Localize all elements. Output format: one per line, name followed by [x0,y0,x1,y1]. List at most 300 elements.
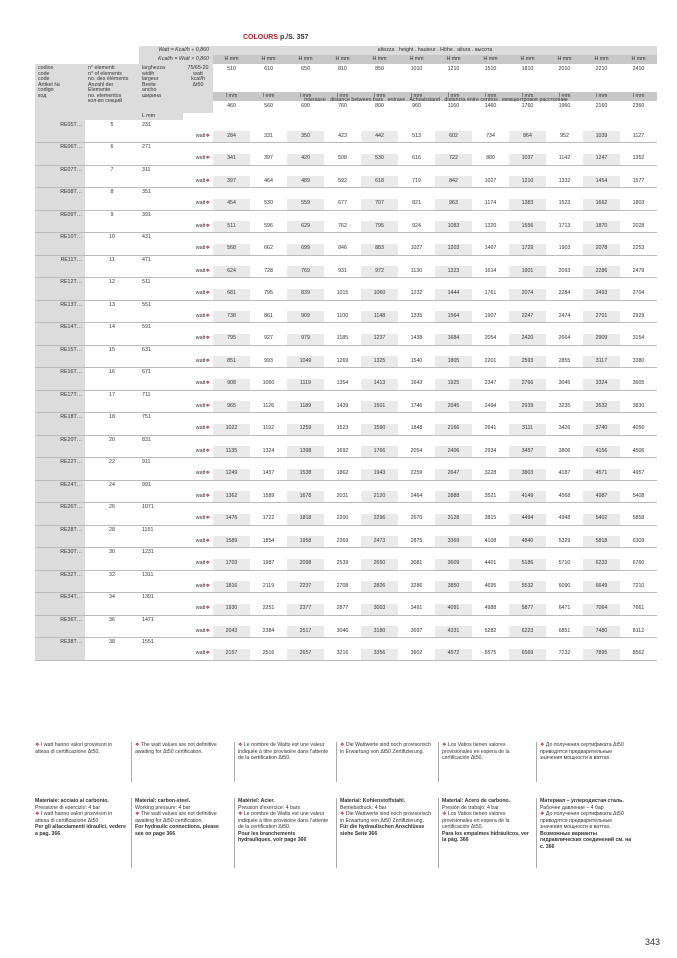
watt-label [183,244,213,256]
watt-value: 2647 [435,469,472,481]
watt-value: 1259 [287,424,324,436]
watt-value: 4494 [509,514,546,526]
note-divider [131,798,132,868]
watt-value: 4571 [583,469,620,481]
provisional-note [340,742,432,755]
watt-value: 2119 [250,581,287,593]
watt-value: 5532 [509,581,546,593]
watt-text: watt [195,222,206,229]
watt-text: watt [195,650,206,657]
watt-value: 1870 [583,221,620,233]
element-count: 9 [85,210,139,221]
provisional-marker-icon: ❖ [540,811,546,817]
watt-value: 1523 [324,424,361,436]
note-text: Los Vatios tienen valores provisionales en espera de la certificación Δt50. [442,742,510,761]
provisional-marker-icon: ❖ [205,380,210,387]
height-value: 610 [250,64,287,92]
i-mm-label: I mm [546,92,583,101]
watt-value: 3426 [546,424,583,436]
watt-value: 1142 [546,154,583,166]
element-count: 28 [85,525,139,536]
watt-value: 3111 [509,424,546,436]
watt-value: 4957 [620,469,657,481]
watt-value: 2934 [472,446,509,458]
watt-value: 331 [250,131,287,143]
provisional-marker-icon: ❖ [205,267,210,274]
article-code: RE32T… [35,570,85,581]
watt-label [183,154,213,166]
watt-value: 624 [213,266,250,278]
col-delta-header [183,64,213,113]
pressure-text: Betriebsdruck: 4 bar [340,804,387,811]
watt-value: 3286 [398,581,435,593]
watt-value: 1189 [287,401,324,413]
watt-value: 2078 [583,244,620,256]
watt-value: 2251 [250,604,287,616]
watt-value: 1614 [472,266,509,278]
h-mm-label: H mm [509,55,546,64]
watt-value: 864 [509,131,546,143]
table-row-values [35,401,657,413]
watt-value: 2247 [509,311,546,323]
header-line: Δt50 [192,81,204,88]
watt-value: 4156 [583,446,620,458]
watt-value: 1662 [583,199,620,211]
watt-value: 1590 [361,424,398,436]
h-mm-label: H mm [546,55,583,64]
watt-value: 1943 [361,469,398,481]
watt-value: 2875 [398,536,435,548]
interaxis-value: 1460 [472,101,509,113]
article-code: RE17T… [35,390,85,401]
height-value: 650 [287,64,324,92]
element-count: 38 [85,638,139,649]
watt-value: 1060 [361,289,398,301]
page-number: 343 [644,937,660,947]
hydraulic-ref: Für die hydraulischen Anschlüsse siehe Seite 366 [340,824,425,837]
watt-value: 3228 [472,469,509,481]
table-row [35,345,657,356]
interaxis-value: 600 [287,101,324,113]
table-row [35,188,657,199]
watt-value: 2650 [361,559,398,571]
watt-value: 2657 [287,649,324,661]
watt-value: 1476 [213,514,250,526]
watt-value: 1805 [435,356,472,368]
width-value: 271 [139,143,183,154]
header-line: ancho [142,87,157,94]
watt-text: watt [195,245,206,252]
watt-label [183,401,213,413]
watt-value: 530 [250,199,287,211]
watt-value: 842 [435,176,472,188]
watt-value: 4401 [472,559,509,571]
material-note [442,798,534,844]
watt-value: 1523 [546,199,583,211]
i-mm-label: I mm [509,92,546,101]
provisional-marker-icon: ❖ [205,425,210,432]
table-row-values [35,311,657,323]
watt-value: 5575 [472,649,509,661]
provisional-marker-icon: ❖ [205,470,210,477]
watt-value: 2043 [213,626,250,638]
watt-value: 2539 [324,559,361,571]
watt-value: 1692 [324,446,361,458]
provisional-note [135,742,227,755]
h-mm-label: H mm [361,55,398,64]
article-code: RE08T… [35,188,85,199]
material-title: Material: Acero de carbono. [442,798,511,804]
i-mm-label: I mm [213,92,250,101]
watt-value: 1501 [361,401,398,413]
watt-value: 420 [287,154,324,166]
interaxis-value: 2160 [583,101,620,113]
provisional-marker-icon: ❖ [205,132,210,139]
pressure-text: Working pressure: 4 bar [135,804,191,811]
watt-value: 2074 [509,289,546,301]
watt-value: 3803 [509,469,546,481]
header-line: 75/65-20 [187,65,209,71]
watt-value: 5402 [583,514,620,526]
provisional-marker-icon: ❖ [205,335,210,342]
element-count: 17 [85,390,139,401]
watt-value: 883 [361,244,398,256]
element-count: 13 [85,300,139,311]
header-line: Anzahl der [88,81,114,88]
article-code: RE11T… [35,255,85,266]
width-value: 311 [139,165,183,176]
watt-value: 2473 [361,536,398,548]
table-row-values [35,649,657,661]
material-note [35,798,127,837]
watt-value: 2347 [472,379,509,391]
watt-value: 8562 [620,649,657,661]
watt-value: 2670 [398,514,435,526]
watt-value: 616 [398,154,435,166]
watt-value: 1903 [546,244,583,256]
element-count: 6 [85,143,139,154]
header-line: codigo [38,87,54,94]
watt-note-text: До получения сертификата Δt50 приводятся предварительные значения мощности в ваттах. [540,811,624,830]
watt-value: 3532 [583,401,620,413]
watt-value: 3609 [435,559,472,571]
watt-value: 602 [435,131,472,143]
watt-value: 1135 [213,446,250,458]
watt-label [183,626,213,638]
watt-value: 2031 [324,491,361,503]
watt-value: 1722 [250,514,287,526]
note-divider [234,798,235,868]
watt-value: 1323 [435,266,472,278]
table-row [35,480,657,491]
provisional-marker-icon: ❖ [205,515,210,522]
pressure-text: Pression d'exercice: 4 bars [238,804,301,811]
provisional-marker-icon: ❖ [205,222,210,229]
watt-value: 341 [213,154,250,166]
h-mm-label: H mm [250,55,287,64]
width-value: 751 [139,413,183,424]
width-value: 991 [139,480,183,491]
width-value: 1071 [139,503,183,514]
watt-value: 2593 [509,356,546,368]
watt-value: 1325 [361,356,398,368]
watt-value: 2284 [546,289,583,301]
table-row-values [35,604,657,616]
watt-value: 284 [213,131,250,143]
watt-label [183,424,213,436]
watt-value: 8112 [620,626,657,638]
article-code: RE14T… [35,323,85,334]
element-count: 7 [85,165,139,176]
height-value: 1010 [398,64,435,92]
watt-value: 1538 [287,469,324,481]
watt-value: 677 [324,199,361,211]
hydraulic-ref: Para los empalmes hidráulicos, ver la pág. 366 [442,830,529,843]
watt-value: 1192 [250,424,287,436]
watt-text: watt [195,177,206,184]
material-title: Matériel: Acier. [238,798,275,804]
table-row [35,278,657,289]
note-text: Die Wattwerte sind noch provisorisch in Erwartung von Δt50 Zertifizierung. [340,742,432,755]
watt-value: 6569 [509,649,546,661]
watt-value: 1174 [472,199,509,211]
header-line: codice [38,65,54,71]
watt-value: 3740 [583,424,620,436]
provisional-marker-icon: ❖ [205,200,210,207]
table-row-values [35,626,657,638]
watt-value: 2098 [287,559,324,571]
width-value: 391 [139,210,183,221]
header-line: width [142,70,155,77]
provisional-marker-icon: ❖ [205,290,210,297]
watt-text: watt [195,515,206,522]
watt-value: 3180 [361,626,398,638]
width-value: 511 [139,278,183,289]
interaxis-value: 760 [324,101,361,113]
material-note [540,798,632,850]
i-mm-label: I mm [583,92,620,101]
watt-value: 1203 [435,244,472,256]
note-text: Le nombre de Watts est une valeur indiquée à titre provisoire dans l'attente de la certification Δt50. [238,742,329,761]
height-value: 1210 [435,64,472,92]
table-row-values [35,491,657,503]
provisional-marker-icon: ❖ [205,537,210,544]
watt-value: 454 [213,199,250,211]
watt-value: 821 [398,199,435,211]
watt-note-text: The watt values are not definitive awaiting for Δt50 certification. [135,811,217,824]
provisional-marker-icon: ❖ [205,582,210,589]
watt-value: 568 [213,244,250,256]
watt-value: 3902 [398,649,435,661]
watt-value: 1729 [509,244,546,256]
table-row-values [35,379,657,391]
watt-value: 7064 [583,604,620,616]
watt-value: 1818 [287,514,324,526]
watt-value: 1816 [213,581,250,593]
watt-label [183,379,213,391]
watt-value: 3154 [620,334,657,346]
material-note [135,798,227,837]
element-count: 30 [85,548,139,559]
watt-value: 993 [250,356,287,368]
watt-value: 1848 [398,424,435,436]
provisional-marker-icon: ❖ [35,742,41,748]
width-value: 1391 [139,593,183,604]
watt-value: 1060 [250,379,287,391]
watt-value: 722 [435,154,472,166]
watt-value: 662 [250,244,287,256]
watt-value: 1335 [398,311,435,323]
watt-value: 629 [287,221,324,233]
watt-value: 4695 [472,581,509,593]
h-mm-label: H mm [324,55,361,64]
note-text: I watt hanno valori provvisori in attesa di certificazione Δt50. [35,742,113,755]
table-row-values [35,536,657,548]
watt-note-text: Die Wattwerte sind noch provisorisch in Erwartung von Δt50 Zertifizierung. [340,811,432,824]
note-divider [336,742,337,782]
watt-value: 2054 [472,334,509,346]
watt-value: 4987 [583,491,620,503]
watt-value: 908 [213,379,250,391]
table-row-values [35,469,657,481]
watt-value: 4056 [620,424,657,436]
watt-value: 1907 [472,311,509,323]
i-mm-label: I mm [287,92,324,101]
watt-value: 2664 [546,334,583,346]
watt-value: 861 [250,311,287,323]
article-code: RE28T… [35,525,85,536]
watt-value: 2406 [435,446,472,458]
table-row-values [35,581,657,593]
element-count: 18 [85,413,139,424]
article-code: RE15T… [35,345,85,356]
header-line: larghezza [142,65,165,71]
interaxis-value: 560 [250,101,287,113]
provisional-marker-icon: ❖ [540,742,546,748]
watt-value: 3216 [324,649,361,661]
watt-value: 1100 [324,311,361,323]
table-row [35,593,657,604]
provisional-marker-icon: ❖ [205,447,210,454]
watt-value: 6309 [620,536,657,548]
watt-value: 1678 [287,491,324,503]
watt-value: 2200 [324,514,361,526]
width-value: 911 [139,458,183,469]
h-mm-label: H mm [213,55,250,64]
watt-value: 4568 [546,491,583,503]
watt-value: 839 [287,289,324,301]
article-code: RE20T… [35,435,85,446]
watt-value: 681 [213,289,250,301]
width-value: 831 [139,435,183,446]
provisional-marker-icon: ❖ [340,742,346,748]
watt-text: watt [195,402,206,409]
watt-value: 3003 [361,604,398,616]
table-row [35,503,657,514]
watt-value: 2420 [509,334,546,346]
table-row-values [35,176,657,188]
article-code: RE38T… [35,638,85,649]
watt-value: 2120 [361,491,398,503]
watt-value: 5186 [509,559,546,571]
note-divider [536,742,537,782]
watt-value: 596 [250,221,287,233]
table-row-values [35,446,657,458]
article-code: RE36T… [35,615,85,626]
h-mm-label: H mm [620,55,657,64]
provisional-marker-icon: ❖ [205,650,210,657]
element-count: 32 [85,570,139,581]
header-line: код [38,92,47,99]
i-mm-label: I mm [435,92,472,101]
note-divider [536,798,537,868]
article-code: RE30T… [35,548,85,559]
watt-value: 2641 [472,424,509,436]
table-row [35,638,657,649]
watt-value: 3815 [472,514,509,526]
element-count: 20 [85,435,139,446]
title-prefix: COLOURS [243,34,278,41]
header-line: кол-во секций [88,98,123,105]
provisional-note [238,742,330,762]
watt-value: 7661 [620,604,657,616]
height-value: 1810 [509,64,546,92]
watt-value: 7895 [583,649,620,661]
watt-value: 3850 [435,581,472,593]
article-code: RE07T… [35,165,85,176]
provisional-marker-icon: ❖ [205,357,210,364]
table-row-values [35,154,657,166]
table-row [35,165,657,176]
watt-value: 1027 [398,244,435,256]
interaxis-value: 1960 [546,101,583,113]
table-row [35,323,657,334]
watt-label [183,176,213,188]
radiator-output-table [35,46,657,661]
col-code-header [35,64,85,113]
header-line: watt [193,70,203,77]
watt-value: 3324 [583,379,620,391]
material-note [238,798,330,844]
watt-value: 2708 [324,581,361,593]
watt-value: 965 [213,401,250,413]
watt-label [183,514,213,526]
watt-value: 979 [287,334,324,346]
watt-value: 795 [213,334,250,346]
watt-text: watt [195,312,206,319]
provisional-marker-icon: ❖ [205,312,210,319]
watt-value: 5877 [509,604,546,616]
width-value: 1471 [139,615,183,626]
watt-value: 1398 [287,446,324,458]
i-mm-label: I mm [361,92,398,101]
watt-value: 511 [213,221,250,233]
watt-value: 2377 [287,604,324,616]
article-code: RE18T… [35,413,85,424]
height-value: 510 [213,64,250,92]
note-text: До получения сертификата Δt50 приводятся предварительные значения мощности в ваттах. [540,742,624,761]
watt-label [183,491,213,503]
watt-value: 4108 [472,536,509,548]
watt-text: watt [195,155,206,162]
watt-value: 1925 [435,379,472,391]
note-divider [234,742,235,782]
width-value: 351 [139,188,183,199]
element-count: 16 [85,368,139,379]
watt-note-text: Le nombre de Watts est une valeur indiquée à titre provisoire dans l'attente de la certification Δt50. [238,811,329,830]
element-count: 11 [85,255,139,266]
watt-value: 728 [250,266,287,278]
